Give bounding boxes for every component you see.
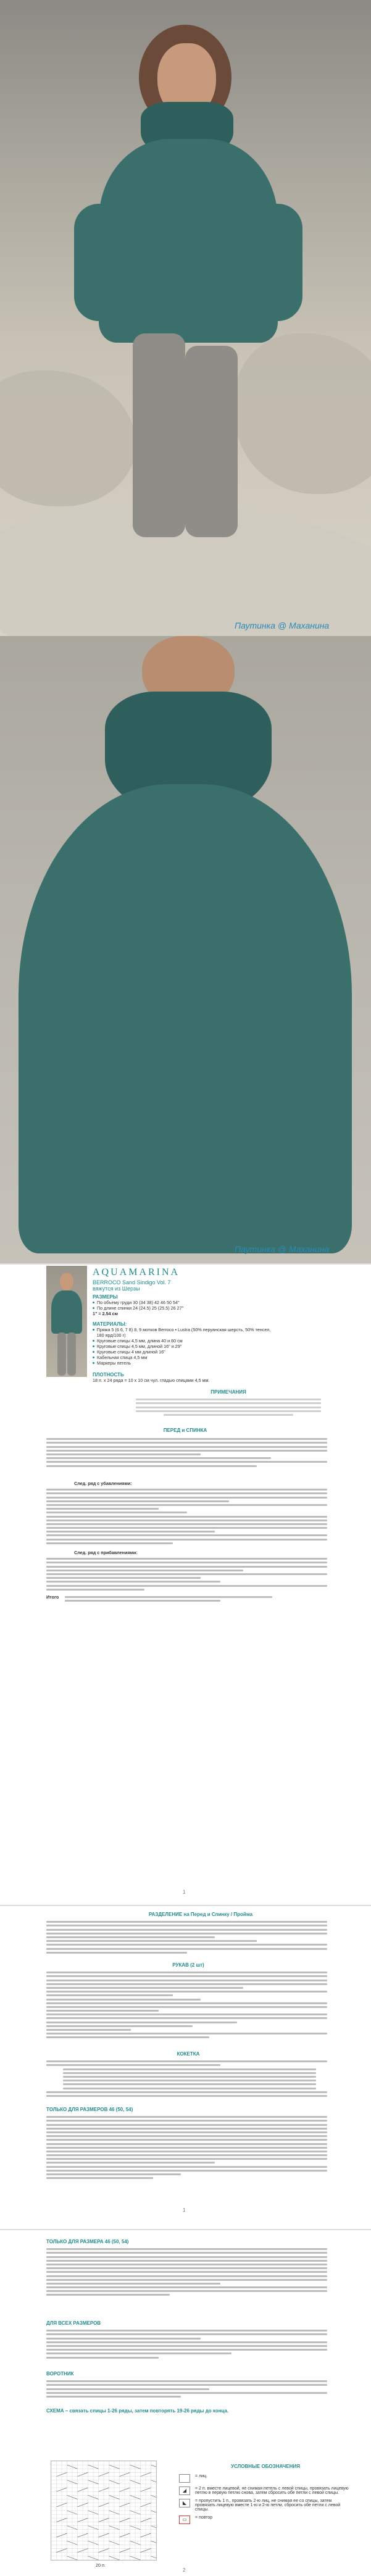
dec-row-label: След. ряд с убавлениями: — [74, 1481, 132, 1486]
bullet-icon — [93, 1302, 94, 1303]
face — [60, 1273, 73, 1290]
size-conversion: 1" = 2.54 см — [93, 1311, 118, 1316]
inc-row-label: След. ряд с прибавлениями: — [74, 1550, 138, 1555]
list-item: По объему груди 30 (34 38) 42 46 50 54" — [93, 1300, 278, 1305]
yoke-heading: КОКЕТКА — [177, 2051, 200, 2057]
all-sizes-text — [46, 2328, 327, 2361]
left-cross-symbol-icon: ◣ — [179, 2499, 190, 2507]
leg — [133, 333, 185, 537]
inc-row-text — [46, 1556, 327, 1592]
list-item: По длине спинки 24 (24.5) 25 (25.5) 26 27" — [93, 1305, 278, 1311]
pattern-source: BERROCO Sand Sindigo Vol. 7 — [93, 1279, 171, 1286]
sleeve-text — [46, 1970, 327, 2041]
sweater-sleeve — [247, 204, 302, 321]
page-number: 1 — [183, 2207, 186, 2213]
knitting-chart — [51, 2461, 157, 2561]
all-sizes-heading-wrap — [46, 2320, 182, 2326]
bullet-icon — [93, 1340, 94, 1342]
watermark: Паутинка @ Маханина — [235, 1244, 330, 1254]
chart-cable-symbol — [151, 2480, 157, 2484]
legend-item: ◢ = 2 п. вместе лицевой, не снимая петель с левой спицы, провязать лицевую петлю в первую петлю снова, затем сбросить обе петли с левой спицы. — [179, 2486, 352, 2495]
chart-cable-symbol — [151, 2556, 157, 2560]
rock — [0, 370, 136, 506]
leg — [185, 346, 238, 537]
division-heading: РАЗДЕЛЕНИЕ на Перед и Спинку / Пройма — [148, 1912, 253, 1917]
legend-item: ◣ = пропустить 1 п., провязать 2-ю лиц, не снимая ее со спицы, затем провязать лицевую вместе 1-ю и 2-ю петли, сбросить обе петли с левой спицы. — [179, 2499, 352, 2512]
size46-heading-2-wrap — [46, 2239, 182, 2244]
chart-bottom-label: 20 п. — [96, 2562, 106, 2568]
notes-text — [136, 1397, 321, 1418]
materials-section — [93, 1321, 278, 1366]
leg — [57, 1332, 66, 1376]
legend-heading: УСЛОВНЫЕ ОБОЗНАЧЕНИЯ — [231, 2464, 300, 2469]
chart-cable-symbol — [151, 2526, 157, 2530]
rock — [235, 333, 371, 494]
bullet-icon — [93, 1345, 94, 1347]
gauge-heading: ПЛОТНОСТЬ — [93, 1372, 124, 1378]
sweater-sleeve — [74, 204, 130, 321]
size46-2-text — [46, 2246, 327, 2298]
size46-heading: ТОЛЬКО ДЛЯ РАЗМЕРОВ 46 (50, 54) — [46, 2107, 133, 2112]
gauge-section — [93, 1372, 278, 1383]
list-item: Маркеры петель — [93, 1360, 278, 1366]
collar-heading-wrap — [46, 2371, 182, 2377]
chart-cable-symbol — [151, 2511, 157, 2514]
right-cross-symbol-icon: ◢ — [179, 2486, 190, 2495]
chart-symbols — [57, 2465, 157, 2560]
bullet-icon — [93, 1351, 94, 1353]
bullet-icon — [93, 1307, 94, 1309]
knit-symbol-icon — [179, 2474, 190, 2483]
division-heading-wrap — [108, 1912, 293, 1917]
model-photo-full — [0, 0, 371, 636]
page-number: 2 — [183, 2567, 186, 2573]
collar-heading: ВОРОТНИК — [46, 2371, 74, 2377]
dec-row-text — [46, 1487, 327, 1546]
bullet-icon — [93, 1329, 94, 1331]
sweater — [19, 784, 352, 1253]
chart-cable-symbol — [151, 2541, 157, 2545]
notes-section — [136, 1389, 321, 1395]
itogo-label: Итого — [46, 1594, 59, 1600]
front-back-heading-wrap — [136, 1428, 235, 1433]
list-item: Кабельная спица 4,5 мм — [93, 1355, 278, 1360]
divider — [0, 2229, 371, 2230]
size46-text — [46, 2114, 327, 2181]
list-item: Круговые спицы 4,5 мм, длина 40 и 60 см — [93, 1338, 278, 1344]
yoke-text — [46, 2059, 327, 2099]
pattern-author: вяжутся из Шерзы — [93, 1286, 140, 1292]
size46-heading-wrap — [46, 2107, 182, 2112]
divider — [0, 1905, 371, 1906]
list-item: Пряжа 5 (6 6, 7 8) 8, 9 мотков Berroco • Lustra (50% перуанская шерсть, 50% тенсел, 180 ярд/100 г) — [93, 1327, 278, 1338]
list-item: Круговые спицы 4,5 мм, длиной 16" и 29" — [93, 1344, 278, 1349]
front-back-heading: ПЕРЕД и СПИНКА — [163, 1428, 207, 1433]
gauge-text: 18 п. x 24 ряда = 10 x 10 см чул. гладью спицами 4,5 мм. — [93, 1378, 210, 1383]
scheme-heading-wrap — [46, 2408, 327, 2414]
materials-heading: МАТЕРИАЛЫ: — [93, 1321, 127, 1327]
legend — [179, 2464, 352, 2528]
itogo-text — [65, 1594, 324, 1604]
bullet-icon — [93, 1362, 94, 1364]
legend-item: = лиц. — [179, 2474, 352, 2483]
sleeve-heading: РУКАВ (2 шт) — [172, 1962, 204, 1968]
division-text — [46, 1919, 327, 1955]
sizes-section — [93, 1294, 278, 1316]
thumbnail-photo — [46, 1266, 87, 1377]
divider — [0, 1263, 371, 1265]
scheme-heading: СХЕМА – связать спицы 1-26 ряды, затем повторять 19-26 ряды до конца. — [46, 2408, 229, 2414]
yoke-heading-wrap — [164, 2051, 213, 2057]
legend-item: ▭ = повтор — [179, 2515, 352, 2524]
page-number: 1 — [183, 1889, 186, 1895]
sleeve-heading-wrap — [164, 1962, 213, 1968]
chart-cable-symbol — [151, 2465, 157, 2469]
all-sizes-heading: ДЛЯ ВСЕХ РАЗМЕРОВ — [46, 2320, 101, 2326]
watermark: Паутинка @ Маханина — [235, 621, 330, 630]
list-item: Круговые спицы 4 мм длиной 16" — [93, 1349, 278, 1355]
sweater — [51, 1290, 82, 1334]
front-back-text — [46, 1436, 327, 1469]
sweater-closeup-photo — [0, 636, 371, 1263]
leg — [67, 1332, 76, 1376]
pattern-title: AQUAMARINA — [93, 1267, 180, 1278]
repeat-symbol-icon: ▭ — [179, 2515, 190, 2524]
size46-heading-2: ТОЛЬКО ДЛЯ РАЗМЕРА 46 (50, 54) — [46, 2239, 129, 2244]
notes-heading: ПРИМЕЧАНИЯ — [211, 1389, 246, 1395]
chart-cable-symbol — [151, 2495, 157, 2499]
bullet-icon — [93, 1357, 94, 1358]
sizes-heading: РАЗМЕРЫ — [93, 1294, 118, 1300]
collar-text — [46, 2378, 327, 2399]
